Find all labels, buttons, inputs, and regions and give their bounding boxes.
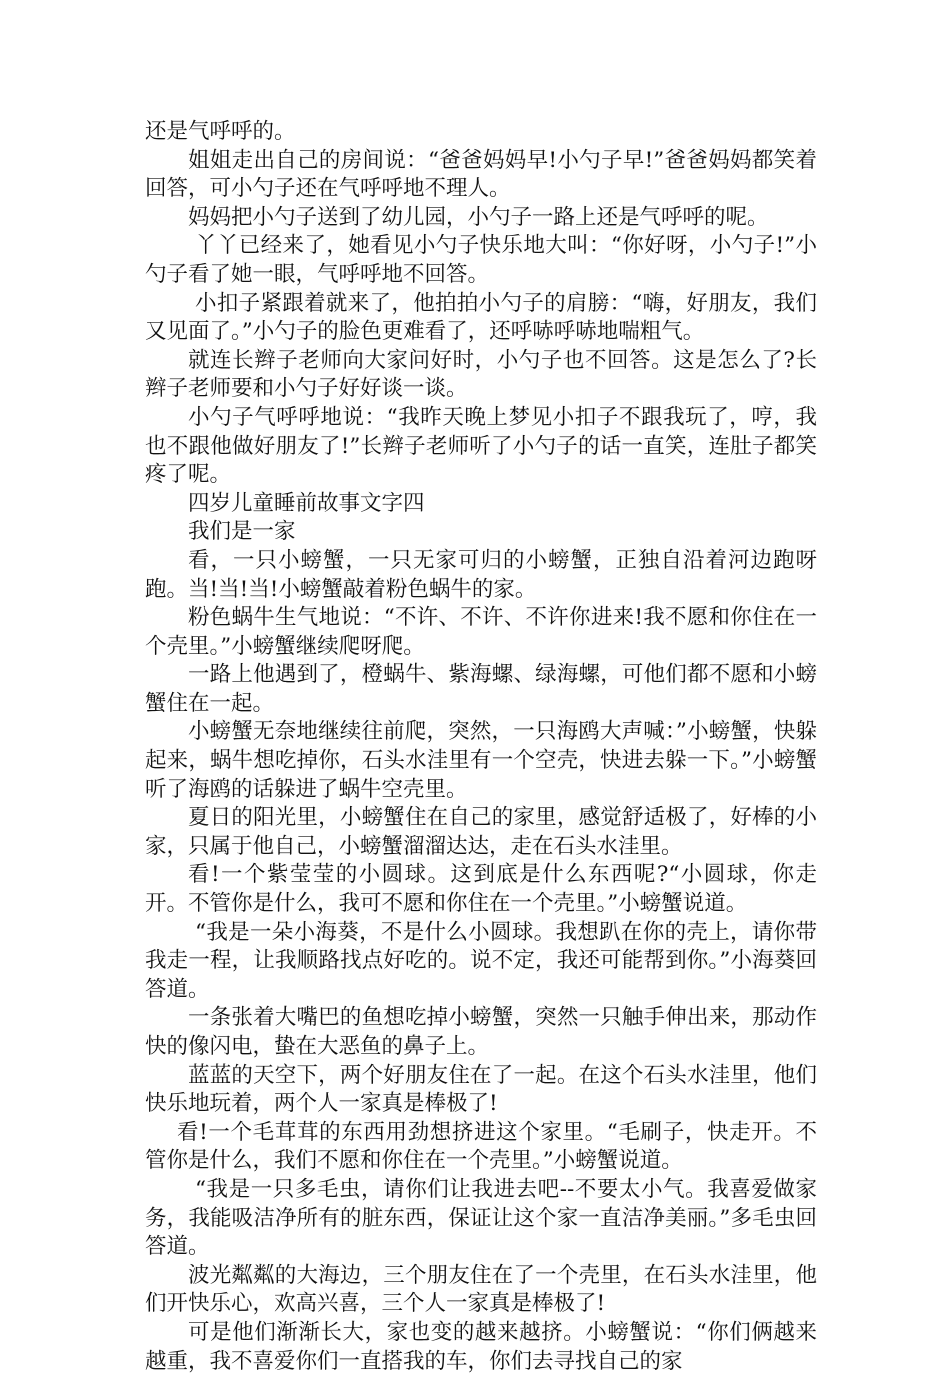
paragraph: “我是一朵小海葵，不是什么小圆球。我想趴在你的壳上，请你带我走一程，让我顺路找点好吃的。说不定，我还可能帮到你。”小海葵回答道。 [145, 919, 817, 1002]
paragraph: 还是气呼呼的。 [145, 119, 296, 144]
section-heading: 四岁儿童睡前故事文字四 [188, 490, 425, 516]
paragraph: 粉色蜗牛生气地说：“不许、不许、不许你进来!我不愿和你住在一个壳里。”小螃蟹继续爬呀爬。 [145, 605, 817, 659]
document-page [145, 118, 817, 1376]
paragraph: 蓝蓝的天空下，两个好朋友住在了一起。在这个石头水洼里，他们快乐地玩着，两个人一家真是棒极了! [145, 1062, 817, 1117]
paragraph: 看!一个紫莹莹的小圆球。这到底是什么东西呢?“小圆球，你走开。不管你是什么，我可不愿和你住在一个壳里。”小螃蟹说道。 [145, 862, 817, 917]
paragraph: 可是他们渐渐长大，家也变的越来越挤。小螃蟹说：“你们俩越来越重，我不喜爱你们一直搭我的车，你们去寻找自己的家 [145, 1319, 817, 1374]
story-title: 我们是一家 [188, 519, 296, 545]
paragraph: 看!一个毛茸茸的东西用劲想挤进这个家里。“毛刷子，快走开。不管你是什么，我们不愿和你住在一个壳里。”小螃蟹说道。 [145, 1119, 817, 1174]
paragraph: 一路上他遇到了，橙蜗牛、紫海螺、绿海螺，可他们都不愿和小螃蟹住在一起。 [145, 662, 817, 716]
paragraph: 小扣子紧跟着就来了，他拍拍小勺子的肩膀：“嗨，好朋友，我们又见面了。”小勺子的脸色更难看了，还呼哧呼哧地喘粗气。 [145, 290, 817, 345]
paragraph: 波光粼粼的大海边，三个朋友住在了一个壳里，在石头水洼里，他们开快乐心，欢高兴喜，三个人一家真是棒极了! [145, 1262, 817, 1317]
paragraph: 丫丫已经来了，她看见小勺子快乐地大叫：“你好呀，小勺子!”小勺子看了她一眼，气呼呼地不回答。 [145, 233, 817, 287]
paragraph: “我是一只多毛虫，请你们让我进去吧--不要太小气。我喜爱做家务，我能吸洁净所有的脏东西，保证让这个家一直洁净美丽。”多毛虫回答道。 [145, 1176, 817, 1260]
paragraph: 夏日的阳光里，小螃蟹住在自己的家里，感觉舒适极了，好棒的小家，只属于他自己，小螃蟹溜溜达达，走在石头水洼里。 [145, 805, 817, 859]
paragraph: 小勺子气呼呼地说：“我昨天晚上梦见小扣子不跟我玩了，哼，我也不跟他做好朋友了!”长辫子老师听了小勺子的话一直笑，连肚子都笑疼了呢。 [145, 404, 817, 488]
paragraph: 姐姐走出自己的房间说：“爸爸妈妈早!小勺子早!”爸爸妈妈都笑着回答，可小勺子还在气呼呼地不理人。 [145, 147, 817, 202]
paragraph: 一条张着大嘴巴的鱼想吃掉小螃蟹，突然一只触手伸出来，那动作快的像闪电，蛰在大恶鱼的鼻子上。 [145, 1005, 817, 1059]
paragraph: 就连长辫子老师向大家问好时，小勺子也不回答。这是怎么了?长辫子老师要和小勺子好好谈一谈。 [145, 347, 817, 402]
paragraph: 看，一只小螃蟹，一只无家可归的小螃蟹，正独自沿着河边跑呀跑。当!当!当!小螃蟹敲着粉色蜗牛的家。 [145, 547, 817, 602]
paragraph: 小螃蟹无奈地继续往前爬，突然，一只海鸥大声喊：”小螃蟹，快躲起来，蜗牛想吃掉你，石头水洼里有一个空壳，快进去躲一下。”小螃蟹听了海鸥的话躲进了蜗牛空壳里。 [145, 719, 817, 802]
paragraph: 妈妈把小勺子送到了幼儿园，小勺子一路上还是气呼呼的呢。 [188, 204, 769, 230]
